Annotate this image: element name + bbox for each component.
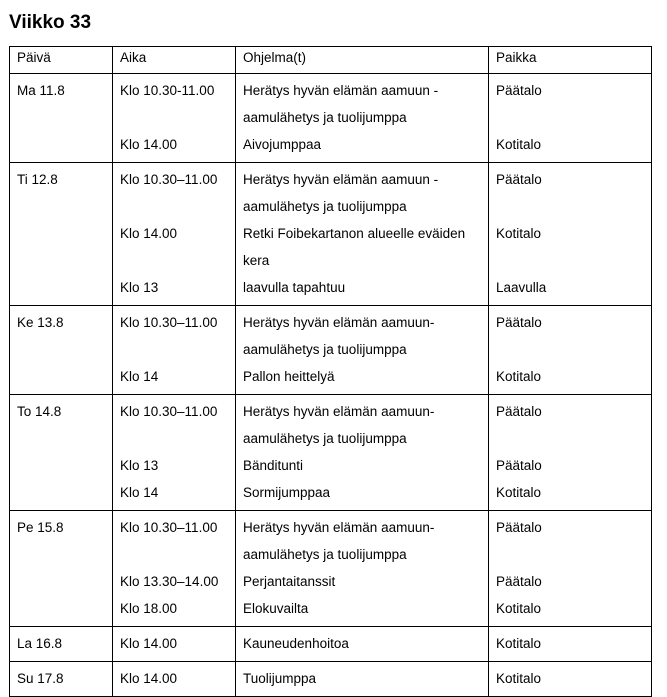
header-place: Paikka <box>489 47 652 74</box>
day-cell <box>10 662 113 697</box>
event-program-line: Kauneudenhoitoa <box>243 636 349 651</box>
spacer <box>120 104 231 131</box>
day-cell <box>10 74 113 163</box>
program-cell <box>236 74 489 163</box>
place-cell <box>489 662 652 697</box>
event-program-line: laavulla tapahtuu <box>243 280 346 295</box>
event-program-line: aamulähetys ja tuolijumppa <box>243 547 407 562</box>
event-place: Päätalo <box>496 458 542 473</box>
event-place: Kotitalo <box>496 137 542 152</box>
spacer <box>120 541 231 568</box>
event-place: Kotitalo <box>496 636 542 651</box>
event-place: Päätalo <box>496 83 542 98</box>
event-program-line: Perjantaitanssit <box>243 574 336 589</box>
event-time: Klo 14.00 <box>120 636 178 651</box>
header-day: Päivä <box>10 47 113 74</box>
time-cell <box>113 662 236 697</box>
day-label: La 16.8 <box>17 636 63 651</box>
event-place: Kotitalo <box>496 226 542 241</box>
page-title: Viikko 33 <box>9 12 92 33</box>
spacer <box>120 247 231 274</box>
event-program-line: Bänditunti <box>243 458 304 473</box>
event-program-line: aamulähetys ja tuolijumppa <box>243 342 407 357</box>
place-cell <box>489 306 652 395</box>
time-cell <box>113 395 236 511</box>
event-time: Klo 10.30–11.00 <box>120 404 218 419</box>
time-cell <box>113 511 236 627</box>
program-cell <box>236 627 489 662</box>
event-time: Klo 10.30-11.00 <box>120 83 215 98</box>
day-cell <box>10 395 113 511</box>
day-cell <box>10 306 113 395</box>
event-time: Klo 14.00 <box>120 226 178 241</box>
spacer <box>496 541 647 568</box>
program-cell <box>236 511 489 627</box>
table-row <box>10 163 652 306</box>
header-program: Ohjelma(t) <box>236 47 489 74</box>
spacer <box>120 336 231 363</box>
event-program-line: Herätys hyvän elämän aamuun- <box>243 520 435 535</box>
event-time: Klo 10.30–11.00 <box>120 172 218 187</box>
spacer <box>120 193 231 220</box>
event-program-line: Tuolijumppa <box>243 671 317 686</box>
event-place: Päätalo <box>496 172 542 187</box>
time-cell <box>113 163 236 306</box>
table-row <box>10 395 652 511</box>
day-label: Su 17.8 <box>17 671 64 686</box>
place-cell <box>489 627 652 662</box>
table-row <box>10 511 652 627</box>
day-cell <box>10 163 113 306</box>
table-row <box>10 74 652 163</box>
event-program-line: Herätys hyvän elämän aamuun - <box>243 83 439 98</box>
event-place: Päätalo <box>496 315 542 330</box>
time-cell <box>113 306 236 395</box>
event-program-line: Pallon heittelyä <box>243 369 335 384</box>
event-time: Klo 14 <box>120 485 159 500</box>
table-header-row <box>10 47 652 74</box>
place-cell <box>489 395 652 511</box>
event-time: Klo 14 <box>120 369 159 384</box>
day-cell <box>10 627 113 662</box>
event-place: Kotitalo <box>496 671 542 686</box>
event-program-line: Herätys hyvän elämän aamuun- <box>243 404 435 419</box>
spacer <box>496 425 647 452</box>
schedule-body <box>10 74 652 697</box>
event-place: Päätalo <box>496 520 542 535</box>
day-label: Ti 12.8 <box>17 172 58 187</box>
event-program-line: Herätys hyvän elämän aamuun - <box>243 172 439 187</box>
place-cell <box>489 74 652 163</box>
day-label: To 14.8 <box>17 404 62 419</box>
spacer <box>496 247 647 274</box>
event-place: Kotitalo <box>496 369 542 384</box>
place-cell <box>489 511 652 627</box>
program-cell <box>236 306 489 395</box>
day-label: Pe 15.8 <box>17 520 64 535</box>
spacer <box>496 193 647 220</box>
event-place: Kotitalo <box>496 485 542 500</box>
program-cell <box>236 662 489 697</box>
spacer <box>496 104 647 131</box>
event-time: Klo 10.30–11.00 <box>120 315 218 330</box>
event-time: Klo 13 <box>120 458 159 473</box>
event-program-line: aamulähetys ja tuolijumppa <box>243 199 407 214</box>
event-program-line: kera <box>243 253 270 268</box>
event-place: Kotitalo <box>496 601 542 616</box>
event-time: Klo 13 <box>120 280 159 295</box>
day-label: Ke 13.8 <box>17 315 64 330</box>
spacer <box>496 336 647 363</box>
event-program-line: Aivojumppaa <box>243 137 322 152</box>
table-row <box>10 306 652 395</box>
header-time: Aika <box>113 47 236 74</box>
event-time: Klo 14.00 <box>120 137 178 152</box>
event-program-line: aamulähetys ja tuolijumppa <box>243 431 407 446</box>
event-program-line: Retki Foibekartanon alueelle eväiden <box>243 226 466 241</box>
event-program-line: aamulähetys ja tuolijumppa <box>243 110 407 125</box>
event-time: Klo 14.00 <box>120 671 178 686</box>
event-program-line: Sormijumppaa <box>243 485 331 500</box>
day-cell <box>10 511 113 627</box>
event-time: Klo 13.30–14.00 <box>120 574 219 589</box>
event-time: Klo 18.00 <box>120 601 178 616</box>
time-cell <box>113 627 236 662</box>
event-program-line: Herätys hyvän elämän aamuun- <box>243 315 435 330</box>
program-cell <box>236 163 489 306</box>
event-place: Päätalo <box>496 574 542 589</box>
program-cell <box>236 395 489 511</box>
schedule-table <box>9 46 652 697</box>
event-time: Klo 10.30–11.00 <box>120 520 218 535</box>
spacer <box>120 425 231 452</box>
table-row <box>10 627 652 662</box>
table-row <box>10 662 652 697</box>
event-place: Laavulla <box>496 280 547 295</box>
place-cell <box>489 163 652 306</box>
time-cell <box>113 74 236 163</box>
event-program-line: Elokuvailta <box>243 601 309 616</box>
event-place: Päätalo <box>496 404 542 419</box>
day-label: Ma 11.8 <box>17 83 65 98</box>
